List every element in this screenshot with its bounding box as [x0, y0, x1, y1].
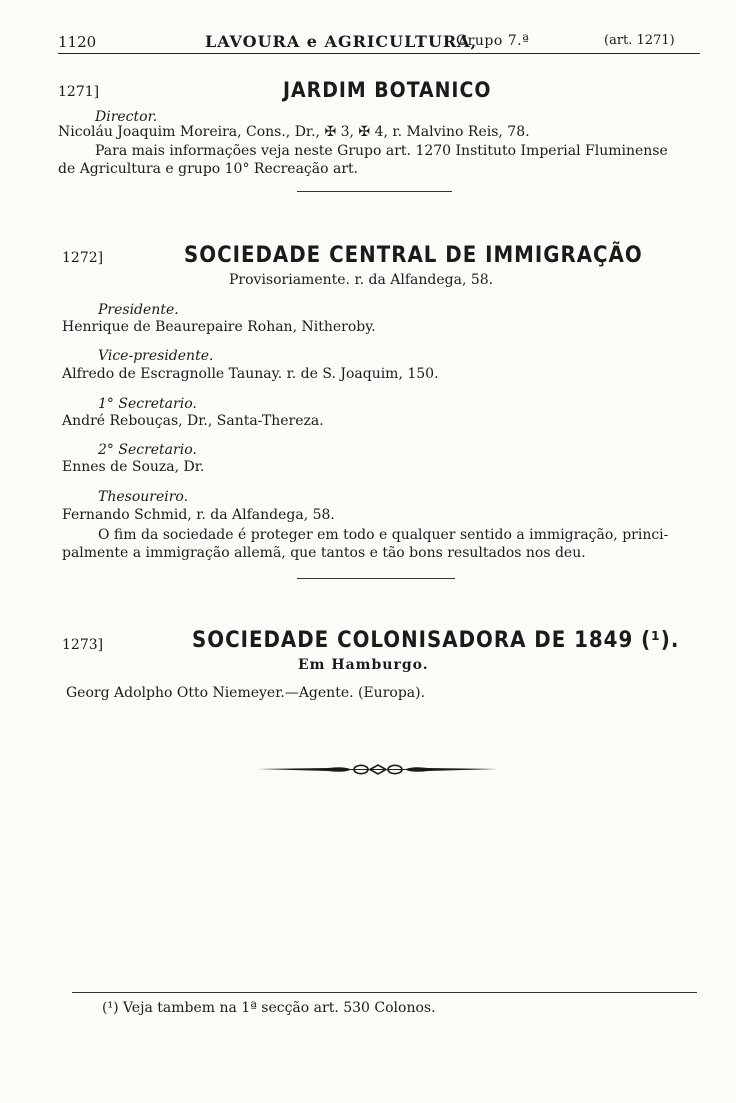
role-label: Thesoureiro. [98, 489, 189, 505]
article-number: 1273] [62, 637, 104, 653]
entry-line: Ennes de Souza, Dr. [62, 459, 205, 475]
entry-line: palmente a immigração allemã, que tantos e tão bons resultados nos deu. [62, 545, 586, 561]
entry-heading: SOCIEDADE CENTRAL DE IMMIGRAÇÃO [184, 243, 643, 268]
footnote: (¹) Veja tambem na 1ª secção art. 530 Colonos. [102, 1000, 436, 1016]
header-rule [58, 53, 700, 54]
ornament-flourish [258, 760, 498, 780]
article-number: 1271] [58, 84, 100, 100]
section-divider [297, 578, 455, 579]
entry-line: Para mais informações veja neste Grupo art. 1270 Instituto Imperial Fluminense [95, 143, 668, 159]
entry-subheading: Em Hamburgo. [298, 657, 429, 673]
role-label: 1° Secretario. [98, 396, 197, 412]
entry-line: Henrique de Beaurepaire Rohan, Nitheroby. [62, 319, 376, 335]
entry-subheading: Provisoriamente. r. da Alfandega, 58. [229, 272, 494, 288]
article-number: 1272] [62, 250, 104, 266]
entry-line: Georg Adolpho Otto Niemeyer.—Agente. (Europa). [66, 685, 426, 701]
entry-heading: SOCIEDADE COLONISADORA DE 1849 (¹). [192, 628, 680, 653]
article-reference: (art. 1271) [604, 33, 675, 48]
entry-line: O fim da sociedade é proteger em todo e qualquer sentido a immigração, princi- [98, 527, 669, 543]
page-number: 1120 [58, 33, 97, 51]
entry-line: Nicoláu Joaquim Moreira, Cons., Dr., ✠ 3, ✠ 4, r. Malvino Reis, 78. [58, 124, 530, 140]
role-label: Presidente. [98, 302, 179, 318]
section-divider [297, 191, 452, 192]
role-label: Director. [95, 109, 158, 125]
role-label: Vice-presidente. [98, 348, 214, 364]
group-label: Grupo 7.ª [456, 33, 530, 49]
role-label: 2° Secretario. [98, 442, 197, 458]
entry-line: André Rebouças, Dr., Santa-Thereza. [62, 413, 324, 429]
entry-line: Fernando Schmid, r. da Alfandega, 58. [62, 507, 335, 523]
entry-heading: JARDIM BOTANICO [283, 78, 492, 102]
entry-line: de Agricultura e grupo 10° Recreação art. [58, 161, 359, 177]
running-title: LAVOURA e AGRICULTURA, [205, 32, 478, 51]
entry-line: Alfredo de Escragnolle Taunay. r. de S. Joaquim, 150. [62, 366, 439, 382]
footnote-rule [72, 992, 697, 993]
